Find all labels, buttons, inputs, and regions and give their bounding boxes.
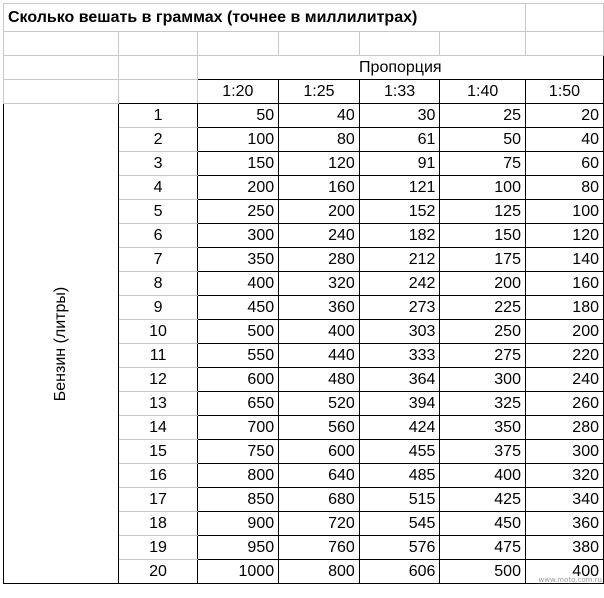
value-cell[interactable]: 260 — [525, 392, 603, 416]
value-cell[interactable]: 380 — [525, 536, 603, 560]
value-cell[interactable]: 360 — [279, 296, 360, 320]
value-cell[interactable]: 160 — [525, 272, 603, 296]
value-cell[interactable]: 60 — [525, 152, 603, 176]
liters-cell[interactable]: 2 — [119, 128, 197, 152]
liters-cell[interactable]: 1 — [119, 104, 197, 128]
side-label: Бензин (литры) — [52, 286, 70, 401]
liters-cell[interactable]: 14 — [119, 416, 197, 440]
liters-cell[interactable]: 12 — [119, 368, 197, 392]
value-cell[interactable]: 680 — [279, 488, 360, 512]
cell-empty[interactable] — [4, 56, 119, 80]
value-cell[interactable]: 760 — [279, 536, 360, 560]
liters-cell[interactable]: 7 — [119, 248, 197, 272]
value-cell[interactable]: 425 — [440, 488, 526, 512]
cell-empty[interactable] — [525, 32, 603, 56]
value-cell[interactable]: 320 — [525, 464, 603, 488]
value-cell[interactable]: 280 — [525, 416, 603, 440]
value-cell[interactable]: 750 — [197, 440, 279, 464]
value-cell[interactable]: 50 — [440, 128, 526, 152]
value-cell[interactable]: 340 — [525, 488, 603, 512]
value-cell[interactable]: 121 — [359, 176, 440, 200]
value-cell[interactable]: 606 — [359, 560, 440, 584]
liters-cell[interactable]: 15 — [119, 440, 197, 464]
cell-empty[interactable] — [440, 32, 526, 56]
value-cell[interactable]: 61 — [359, 128, 440, 152]
value-cell[interactable]: 800 — [279, 560, 360, 584]
cell-empty[interactable] — [4, 80, 119, 104]
value-cell[interactable]: 280 — [279, 248, 360, 272]
liters-cell[interactable]: 3 — [119, 152, 197, 176]
value-cell[interactable]: 40 — [279, 104, 360, 128]
value-cell[interactable]: 175 — [440, 248, 526, 272]
value-cell[interactable]: 220 — [525, 344, 603, 368]
value-cell[interactable]: 150 — [197, 152, 279, 176]
value-cell[interactable]: 800 — [197, 464, 279, 488]
value-cell[interactable]: 375 — [440, 440, 526, 464]
value-cell[interactable]: 250 — [197, 200, 279, 224]
value-cell[interactable]: 100 — [525, 200, 603, 224]
value-cell[interactable]: 560 — [279, 416, 360, 440]
value-cell[interactable]: 500 — [440, 560, 526, 584]
value-cell[interactable]: 100 — [197, 128, 279, 152]
value-cell[interactable]: 273 — [359, 296, 440, 320]
value-cell[interactable]: 120 — [525, 224, 603, 248]
value-cell[interactable]: 200 — [197, 176, 279, 200]
value-cell[interactable]: 455 — [359, 440, 440, 464]
value-cell[interactable]: 600 — [279, 440, 360, 464]
ratio-header[interactable]: 1:40 — [440, 80, 526, 104]
value-cell[interactable]: 125 — [440, 200, 526, 224]
value-cell[interactable]: 300 — [525, 440, 603, 464]
value-cell[interactable]: 300 — [197, 224, 279, 248]
value-cell[interactable]: 320 — [279, 272, 360, 296]
value-cell[interactable]: 364 — [359, 368, 440, 392]
proportion-header[interactable]: Пропорция — [197, 56, 603, 80]
side-label-cell[interactable] — [4, 104, 119, 584]
value-cell[interactable]: 400 — [525, 560, 603, 584]
cell-empty[interactable] — [4, 32, 119, 56]
value-cell[interactable]: 515 — [359, 488, 440, 512]
value-cell[interactable]: 50 — [197, 104, 279, 128]
table-row — [4, 104, 604, 128]
value-cell[interactable]: 950 — [197, 536, 279, 560]
value-cell[interactable]: 400 — [197, 272, 279, 296]
liters-cell[interactable]: 20 — [119, 560, 197, 584]
value-cell[interactable]: 1000 — [197, 560, 279, 584]
liters-cell[interactable]: 11 — [119, 344, 197, 368]
liters-cell[interactable]: 16 — [119, 464, 197, 488]
value-cell[interactable]: 240 — [525, 368, 603, 392]
cell-empty[interactable] — [279, 32, 360, 56]
value-cell[interactable]: 424 — [359, 416, 440, 440]
liters-cell[interactable]: 17 — [119, 488, 197, 512]
cell-empty[interactable] — [525, 4, 603, 32]
value-cell[interactable]: 30 — [359, 104, 440, 128]
value-cell[interactable]: 333 — [359, 344, 440, 368]
value-cell[interactable]: 200 — [440, 272, 526, 296]
value-cell[interactable]: 576 — [359, 536, 440, 560]
cell-empty[interactable] — [197, 32, 279, 56]
value-cell[interactable]: 242 — [359, 272, 440, 296]
value-cell[interactable]: 600 — [197, 368, 279, 392]
value-cell[interactable]: 75 — [440, 152, 526, 176]
liters-cell[interactable]: 4 — [119, 176, 197, 200]
value-cell[interactable]: 500 — [197, 320, 279, 344]
cell-empty[interactable] — [119, 56, 197, 80]
value-cell[interactable]: 650 — [197, 392, 279, 416]
value-cell[interactable]: 275 — [440, 344, 526, 368]
value-cell[interactable]: 200 — [525, 320, 603, 344]
value-cell[interactable]: 640 — [279, 464, 360, 488]
sheet-title[interactable]: Сколько вешать в граммах (точнее в миллилитрах) — [4, 4, 526, 32]
ratio-header[interactable]: 1:50 — [525, 80, 603, 104]
liters-cell[interactable]: 5 — [119, 200, 197, 224]
value-cell[interactable]: 80 — [525, 176, 603, 200]
value-cell[interactable]: 720 — [279, 512, 360, 536]
value-cell[interactable]: 700 — [197, 416, 279, 440]
spreadsheet — [3, 3, 604, 584]
value-cell[interactable]: 850 — [197, 488, 279, 512]
value-cell[interactable]: 300 — [440, 368, 526, 392]
liters-cell[interactable]: 18 — [119, 512, 197, 536]
value-cell[interactable]: 485 — [359, 464, 440, 488]
liters-cell[interactable]: 19 — [119, 536, 197, 560]
value-cell[interactable]: 152 — [359, 200, 440, 224]
value-cell[interactable]: 200 — [279, 200, 360, 224]
value-cell[interactable]: 480 — [279, 368, 360, 392]
value-cell[interactable]: 440 — [279, 344, 360, 368]
value-cell[interactable]: 475 — [440, 536, 526, 560]
value-cell[interactable]: 182 — [359, 224, 440, 248]
value-cell[interactable]: 140 — [525, 248, 603, 272]
ratio-header[interactable]: 1:20 — [197, 80, 279, 104]
value-cell[interactable]: 20 — [525, 104, 603, 128]
value-cell[interactable]: 325 — [440, 392, 526, 416]
value-cell[interactable]: 303 — [359, 320, 440, 344]
liters-cell[interactable]: 9 — [119, 296, 197, 320]
cell-empty[interactable] — [359, 32, 440, 56]
ratio-header[interactable]: 1:33 — [359, 80, 440, 104]
value-cell[interactable]: 100 — [440, 176, 526, 200]
value-cell[interactable]: 91 — [359, 152, 440, 176]
value-cell[interactable]: 25 — [440, 104, 526, 128]
value-cell[interactable]: 160 — [279, 176, 360, 200]
value-cell[interactable]: 450 — [440, 512, 526, 536]
mixing-table — [3, 3, 604, 584]
value-cell[interactable]: 360 — [525, 512, 603, 536]
liters-cell[interactable]: 10 — [119, 320, 197, 344]
value-cell[interactable]: 212 — [359, 248, 440, 272]
value-cell[interactable]: 520 — [279, 392, 360, 416]
value-cell[interactable]: 350 — [197, 248, 279, 272]
value-cell[interactable]: 40 — [525, 128, 603, 152]
value-cell[interactable]: 250 — [440, 320, 526, 344]
liters-cell[interactable]: 6 — [119, 224, 197, 248]
value-cell[interactable]: 150 — [440, 224, 526, 248]
value-cell[interactable]: 120 — [279, 152, 360, 176]
value-cell[interactable]: 80 — [279, 128, 360, 152]
value-cell[interactable]: 394 — [359, 392, 440, 416]
liters-cell[interactable]: 8 — [119, 272, 197, 296]
value-cell[interactable]: 225 — [440, 296, 526, 320]
value-cell[interactable]: 240 — [279, 224, 360, 248]
value-cell[interactable]: 180 — [525, 296, 603, 320]
value-cell[interactable]: 450 — [197, 296, 279, 320]
value-cell[interactable]: 900 — [197, 512, 279, 536]
cell-empty[interactable] — [119, 32, 197, 56]
value-cell[interactable]: 400 — [440, 464, 526, 488]
liters-cell[interactable]: 13 — [119, 392, 197, 416]
value-cell[interactable]: 550 — [197, 344, 279, 368]
value-cell[interactable]: 400 — [279, 320, 360, 344]
value-cell[interactable]: 350 — [440, 416, 526, 440]
value-cell[interactable]: 545 — [359, 512, 440, 536]
ratio-header[interactable]: 1:25 — [279, 80, 360, 104]
cell-empty[interactable] — [119, 80, 197, 104]
watermark: www.moto.com.ru — [538, 576, 602, 584]
